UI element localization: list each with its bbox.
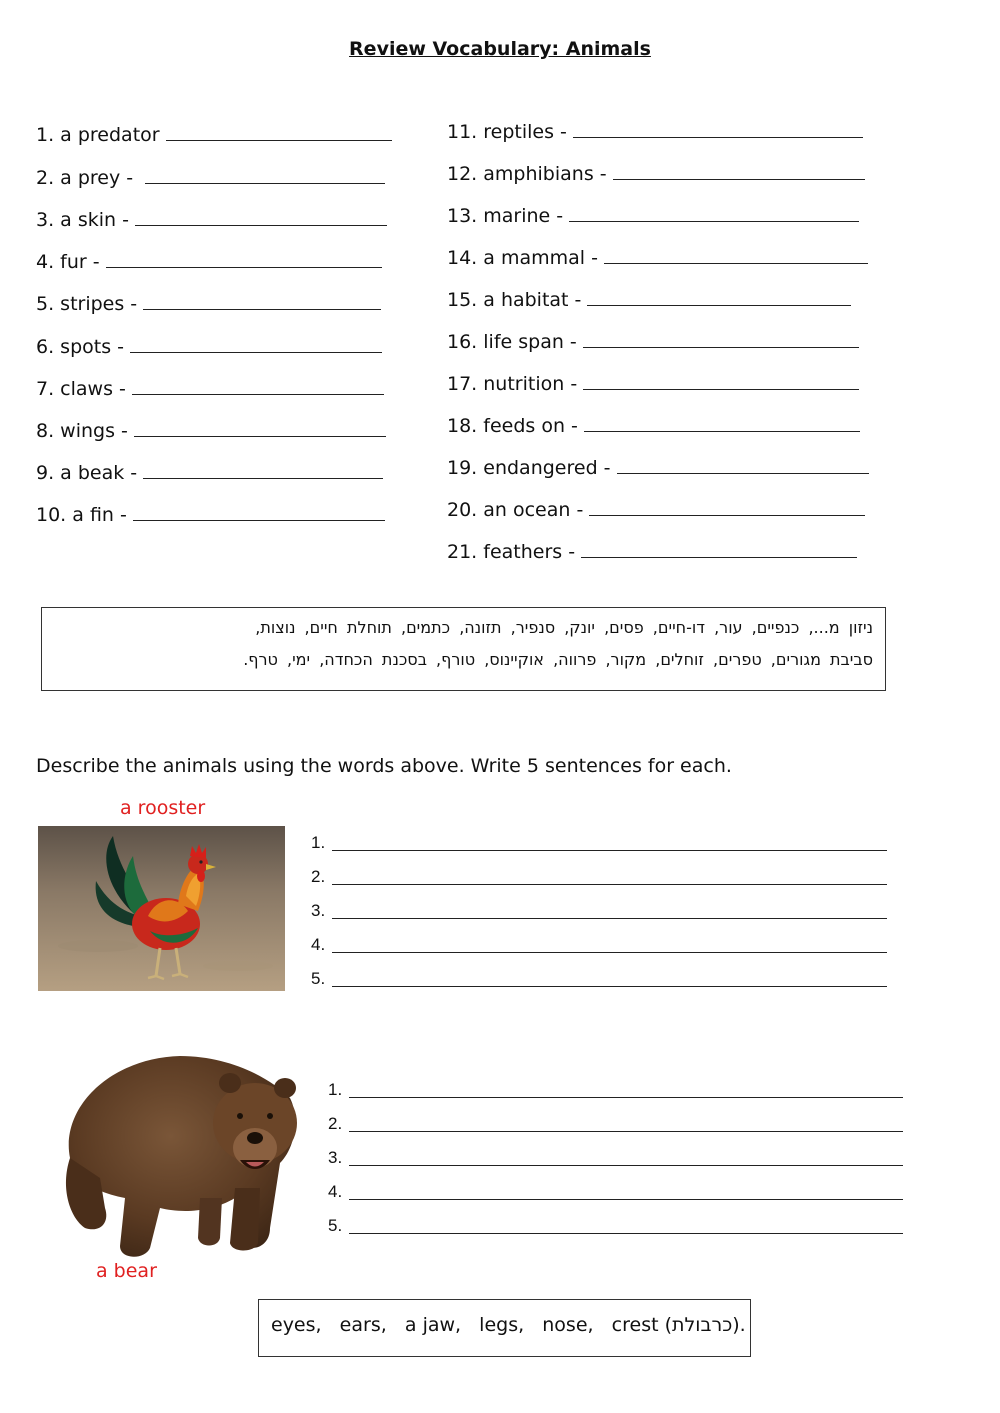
- bear-sentence-1[interactable]: [328, 1080, 903, 1100]
- hebrew-words-line-1: ניזון מ..., כנפיים, עור, דו-חיים, פסים, יונק, סנפיר, תזונה, כתמים, תוחלת חיים, נוצות,: [255, 618, 873, 637]
- sentence-line[interactable]: [349, 1199, 903, 1200]
- answer-blank[interactable]: [617, 455, 869, 474]
- body-parts-words: eyes, ears, a jaw, legs, nose, crest (כרבולת).: [271, 1314, 746, 1336]
- vocab-term: 1. a predator: [36, 124, 160, 146]
- answer-blank[interactable]: [569, 203, 859, 222]
- answer-blank[interactable]: [583, 329, 859, 348]
- sentence-number: 2.: [311, 867, 326, 886]
- vocab-term: 17. nutrition -: [447, 373, 578, 395]
- answer-blank[interactable]: [573, 119, 863, 138]
- rooster-illustration: [38, 826, 285, 991]
- sentence-line[interactable]: [332, 884, 887, 885]
- vocab-item-20: [447, 497, 865, 521]
- sentence-line[interactable]: [349, 1131, 903, 1132]
- sentence-line[interactable]: [349, 1165, 903, 1166]
- bear-illustration: [50, 1048, 308, 1262]
- sentence-line[interactable]: [332, 850, 887, 851]
- answer-blank[interactable]: [134, 418, 386, 437]
- vocab-item-9: [36, 460, 383, 484]
- answer-blank[interactable]: [589, 497, 865, 516]
- rooster-sentence-5[interactable]: [311, 969, 887, 989]
- vocab-term: 21. feathers -: [447, 541, 576, 563]
- sentence-line[interactable]: [332, 918, 887, 919]
- rooster-sentence-3[interactable]: [311, 901, 887, 921]
- vocab-item-18: [447, 413, 860, 437]
- vocab-item-6: [36, 334, 382, 358]
- rooster-sentence-1[interactable]: [311, 833, 887, 853]
- vocab-item-11: [447, 119, 863, 143]
- answer-blank[interactable]: [145, 165, 385, 184]
- vocab-term: 3. a skin -: [36, 209, 129, 231]
- vocab-item-19: [447, 455, 869, 479]
- vocab-term: 6. spots -: [36, 336, 124, 358]
- vocab-item-8: [36, 418, 386, 442]
- answer-blank[interactable]: [143, 460, 383, 479]
- answer-blank[interactable]: [132, 376, 384, 395]
- rooster-sentence-2[interactable]: [311, 867, 887, 887]
- vocab-item-7: [36, 376, 384, 400]
- rooster-sentence-4[interactable]: [311, 935, 887, 955]
- answer-blank[interactable]: [583, 371, 859, 390]
- vocab-item-3: [36, 207, 387, 231]
- sentence-line[interactable]: [332, 952, 887, 953]
- vocab-term: 13. marine -: [447, 205, 564, 227]
- sentence-number: 3.: [328, 1148, 343, 1167]
- instruction-text: Describe the animals using the words above. Write 5 sentences for each.: [36, 755, 732, 777]
- page-title: Review Vocabulary: Animals: [349, 38, 651, 60]
- answer-blank[interactable]: [166, 122, 392, 141]
- sentence-line[interactable]: [332, 986, 887, 987]
- vocab-item-17: [447, 371, 859, 395]
- answer-blank[interactable]: [587, 287, 851, 306]
- answer-blank[interactable]: [604, 245, 868, 264]
- bear-image: [50, 1048, 308, 1262]
- rooster-label: a rooster: [120, 797, 206, 819]
- sentence-number: 5.: [311, 969, 326, 988]
- vocab-item-5: [36, 291, 381, 315]
- sentence-number: 4.: [328, 1182, 343, 1201]
- vocab-item-4: [36, 249, 382, 273]
- vocab-term: 10. a fin -: [36, 504, 127, 526]
- sentence-number: 4.: [311, 935, 326, 954]
- vocab-term: 19. endangered -: [447, 457, 611, 479]
- vocab-term: 16. life span -: [447, 331, 577, 353]
- vocab-item-12: [447, 161, 865, 185]
- vocab-term: 18. feeds on -: [447, 415, 578, 437]
- body-parts-word-box: [258, 1299, 751, 1357]
- sentence-number: 5.: [328, 1216, 343, 1235]
- vocab-term: 9. a beak -: [36, 462, 138, 484]
- vocab-term: 14. a mammal -: [447, 247, 598, 269]
- sentence-line[interactable]: [349, 1097, 903, 1098]
- sentence-number: 2.: [328, 1114, 343, 1133]
- vocab-term: 15. a habitat -: [447, 289, 582, 311]
- bear-sentence-2[interactable]: [328, 1114, 903, 1134]
- sentence-line[interactable]: [349, 1233, 903, 1234]
- answer-blank[interactable]: [143, 291, 381, 310]
- bear-label: a bear: [96, 1260, 157, 1282]
- vocab-item-13: [447, 203, 859, 227]
- answer-blank[interactable]: [130, 334, 382, 353]
- answer-blank[interactable]: [135, 207, 387, 226]
- vocab-term: 2. a prey -: [36, 167, 134, 189]
- hebrew-word-bank: [41, 607, 886, 691]
- vocab-term: 5. stripes -: [36, 293, 138, 315]
- answer-blank[interactable]: [613, 161, 865, 180]
- answer-blank[interactable]: [106, 249, 382, 268]
- bear-sentence-3[interactable]: [328, 1148, 903, 1168]
- vocab-item-15: [447, 287, 851, 311]
- vocab-item-10: [36, 502, 385, 526]
- bear-sentence-4[interactable]: [328, 1182, 903, 1202]
- sentence-number: 1.: [311, 833, 326, 852]
- answer-blank[interactable]: [133, 502, 385, 521]
- sentence-number: 3.: [311, 901, 326, 920]
- rooster-image: [38, 826, 285, 991]
- sentence-number: 1.: [328, 1080, 343, 1099]
- vocab-term: 7. claws -: [36, 378, 126, 400]
- answer-blank[interactable]: [584, 413, 860, 432]
- vocab-term: 11. reptiles -: [447, 121, 567, 143]
- vocab-item-1: [36, 122, 392, 146]
- vocab-term: 20. an ocean -: [447, 499, 584, 521]
- vocab-term: 4. fur -: [36, 251, 100, 273]
- vocab-item-14: [447, 245, 868, 269]
- hebrew-words-line-2: סביבת מגורים, טפרים, זוחלים, מקור, פרווה, אוקיינוס, טורף, בסכנת הכחדה, ימי, טרף.: [243, 650, 873, 669]
- vocab-item-2: [36, 165, 385, 189]
- answer-blank[interactable]: [581, 539, 857, 558]
- vocab-term: 12. amphibians -: [447, 163, 607, 185]
- bear-sentence-5[interactable]: [328, 1216, 903, 1236]
- vocab-term: 8. wings -: [36, 420, 128, 442]
- vocab-item-16: [447, 329, 859, 353]
- vocab-item-21: [447, 539, 857, 563]
